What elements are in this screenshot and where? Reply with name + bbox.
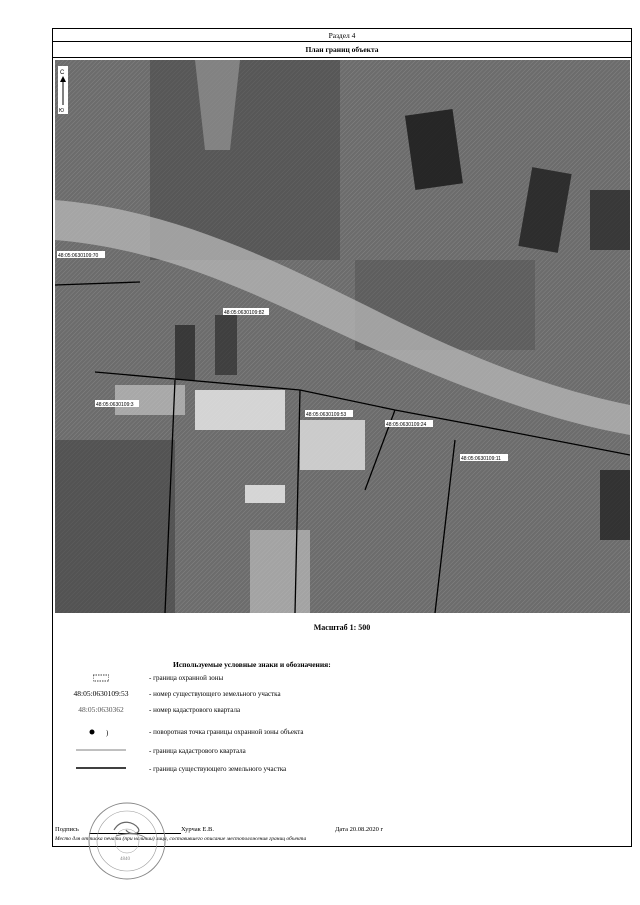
signer-name: Хурчак Е.В. xyxy=(181,826,214,833)
parcel-label: 48:05:0630109:11 xyxy=(461,456,501,462)
protection-zone-symbol xyxy=(53,672,149,684)
svg-text:Ю: Ю xyxy=(59,108,65,114)
stamp-place-note: Место для оттиска печати (при наличии) лица, составившего описание местоположения границ объекта xyxy=(55,836,307,842)
svg-text:): ) xyxy=(106,729,109,737)
north-arrow-icon xyxy=(58,66,68,114)
legend-row: 48:05:0630362 - номер кадастрового квартала xyxy=(78,705,241,714)
legend-row: ) - поворотная точка границы охранной зоны объекта xyxy=(53,726,631,738)
legend-row: - граница охранной зоны xyxy=(53,672,631,684)
signature-date: Дата 20.08.2020 г xyxy=(335,826,384,833)
parcel-label: 48:05:0630109:82 xyxy=(224,310,265,316)
section-title: Раздел 4 xyxy=(53,29,631,42)
seal-stamp-icon xyxy=(86,800,168,882)
parcel-boundary-line-symbol xyxy=(53,763,149,775)
svg-text:С: С xyxy=(60,70,65,76)
cadastral-quarter-line-symbol xyxy=(53,745,149,757)
plan-title: План границ объекта xyxy=(53,42,631,58)
document-frame xyxy=(52,28,632,847)
satellite-map xyxy=(55,60,630,613)
turning-point-symbol xyxy=(53,726,149,738)
svg-text:4840: 4840 xyxy=(120,857,130,862)
scale-text: Масштаб 1: 500 xyxy=(313,623,371,632)
legend-row: 48:05:0630109:53 - номер существующего земельного участка xyxy=(73,689,281,698)
legend-title: Используемые условные знаки и обозначения: xyxy=(173,660,331,669)
legend-row: - граница существующего земельного участка xyxy=(53,763,631,775)
parcel-label: 48:05:0630109:70 xyxy=(58,253,99,259)
legend-row: - граница кадастрового квартала xyxy=(53,745,631,757)
signature-label: Подпись xyxy=(55,826,79,833)
parcel-label: 48:05:0630109:3 xyxy=(96,402,134,408)
parcel-label: 48:05:0630109:24 xyxy=(386,422,427,428)
parcel-label: 48:05:0630109:53 xyxy=(306,412,347,418)
